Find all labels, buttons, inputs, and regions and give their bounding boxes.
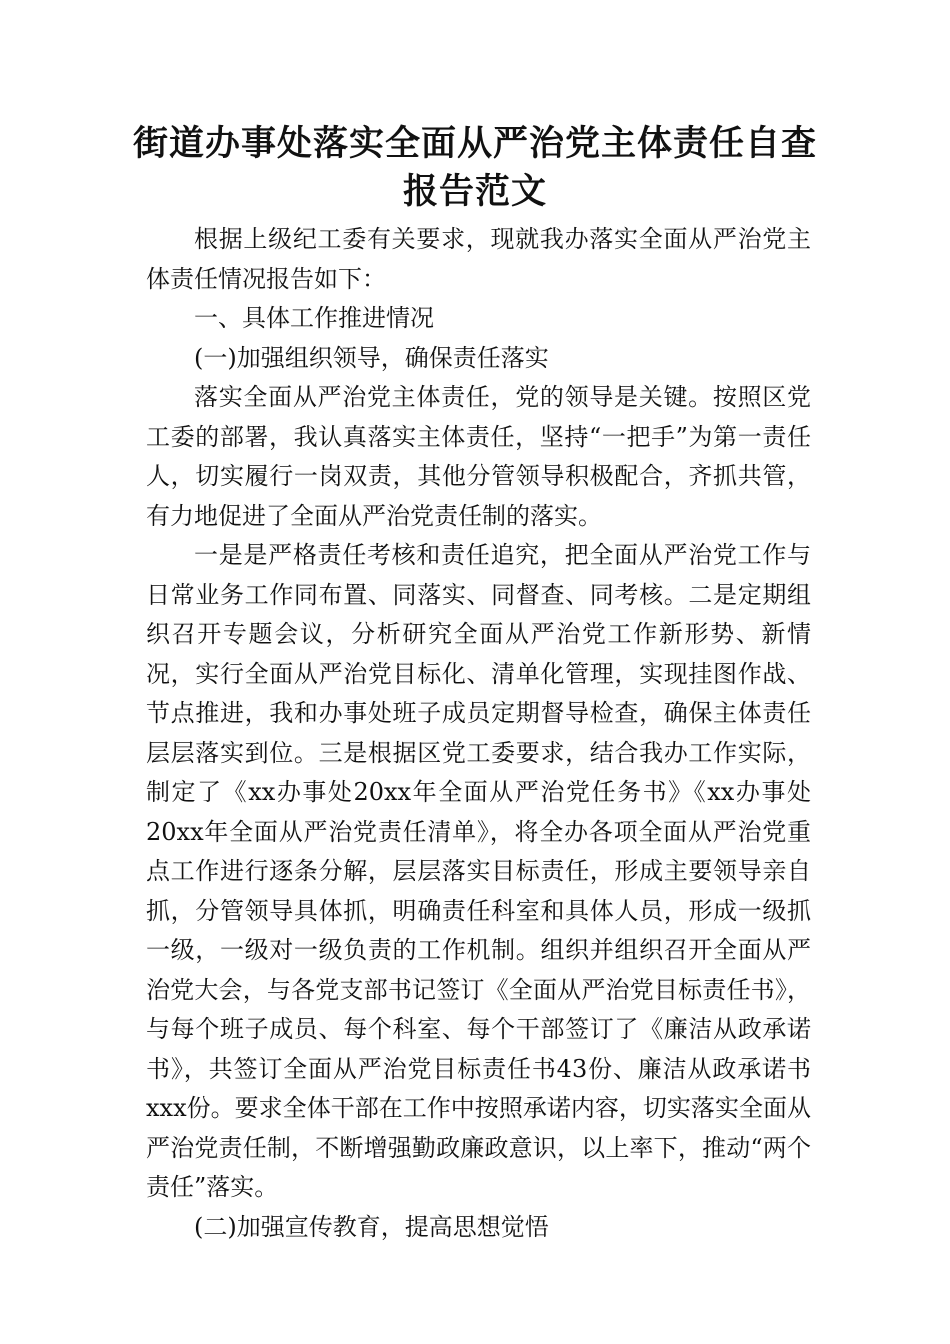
paragraph-intro: 根据上级纪工委有关要求，现就我办落实全面从严治党主体责任情况报告如下： [146, 225, 811, 293]
document-title-line-2: 报告范文 [402, 172, 547, 212]
paragraph-measures: 一是是严格责任考核和责任追究，把全面从严治党工作与日常业务工作同布置、同落实、同督查、同考核。二是定期组织召开专题会议，分析研究全面从严治党工作新形势、新情况，实行全面从严治党目标化、清单化管理，实现挂图作战、节点推进，我和办事处班子成员定期督导检查，确保主体责任层层落实到位。三是根据区党工委要求，结合我办工作实际，制定了《xx办事处20xx年全面从严治党任务书》《xx办事处20xx年全面从严治党责任清单》，将全办各项全面从严治党重点工作进行逐条分解，层层落实目标责任，形成主要领导亲自抓，分管领导具体抓，明确责任科室和具体人员，形成一级抓一级，一级对一级负责的工作机制。组织并组织召开全面从严治党大会，与各党支部书记签订《全面从严治党目标责任书》，与每个班子成员、每个科室、每个干部签订了《廉洁从政承诺书》，共签订全面从严治党目标责任书43份、廉洁从政承诺书xxx份。要求全体干部在工作中按照承诺内容，切实落实全面从严治党责任制，不断增强勤政廉政意识，以上率下，推动“两个责任”落实。 [146, 541, 811, 1201]
paragraph-leadership: 落实全面从严治党主体责任，党的领导是关键。按照区党工委的部署，我认真落实主体责任，坚持“一把手”为第一责任人，切实履行一岗双责，其他分管领导积极配合，齐抓共管，有力地促进了全面从严治党责任制的落实。 [146, 383, 811, 530]
subsection-heading-1: (一)加强组织领导，确保责任落实 [194, 343, 549, 372]
section-heading-1: 一、具体工作推进情况 [194, 304, 434, 332]
subsection-heading-2: (二)加强宣传教育，提高思想觉悟 [194, 1212, 549, 1241]
document-body [146, 220, 811, 1247]
document-title-line-1: 街道办事处落实全面从严治党主体责任自查 [132, 124, 817, 164]
